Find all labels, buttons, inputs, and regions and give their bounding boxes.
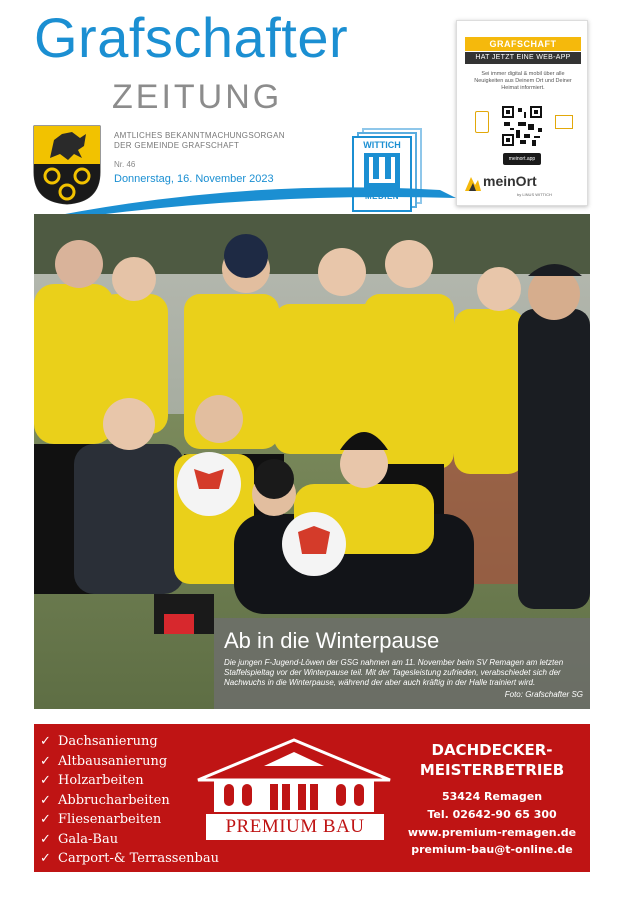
premium-email-link[interactable]: premium-bau@t-online.de <box>411 843 573 856</box>
cover-caption-text: Die jungen F-Jugend-Löwen der GSG nahmen am 11. November beim SV Remagen am letzten Staffelspieltag vor der Winterpause teil. Mit der Tagesleistung zufrieden, verabschiedet sich der Nachwuchs in die Winterpause, während der aber auch kräftig in der Halle trainiert wird. <box>224 658 564 687</box>
webapp-ad-banner: GRAFSCHAFT <box>465 37 581 51</box>
issue-number: Nr. 46 <box>114 160 136 169</box>
service-item <box>40 791 219 811</box>
check-icon: ✓ <box>40 773 51 788</box>
premium-bau-brand: PREMIUM BAU <box>206 814 384 840</box>
premium-address: 53424 Remagen <box>441 790 543 803</box>
check-icon: ✓ <box>40 812 51 827</box>
meinort-by-line: by LINUS WITTICH <box>517 192 552 197</box>
service-item <box>40 771 219 791</box>
webapp-ad[interactable] <box>456 20 588 206</box>
organ-line-1: AMTLICHES BEKANNTMACHUNGSORGAN <box>114 131 285 140</box>
service-item <box>40 810 219 830</box>
cover-headline: Ab in die Winterpause <box>224 628 440 653</box>
service-label: Fliesenarbeiten <box>58 812 162 827</box>
service-label: Carport-& Terrassenbau <box>58 851 219 866</box>
official-organ-label <box>114 131 285 151</box>
service-label: Abbrucharbeiten <box>58 792 170 808</box>
photo-credit: Foto: Grafschafter SG <box>504 690 583 699</box>
service-item <box>40 830 219 850</box>
meinort-logo-icon <box>465 173 481 191</box>
service-label: Holzarbeiten <box>58 773 144 788</box>
laptop-icon <box>555 115 573 129</box>
phone-icon <box>475 111 489 133</box>
premium-contact <box>404 740 580 858</box>
check-icon: ✓ <box>40 851 51 866</box>
premium-bau-ad[interactable] <box>34 724 590 872</box>
webapp-ad-subline: HAT JETZT EINE WEB-APP <box>465 52 581 64</box>
issue-date: Donnerstag, 16. November 2023 <box>114 173 274 185</box>
organ-line-2: DER GEMEINDE GRAFSCHAFT <box>114 141 240 150</box>
publisher-name-top: WITTICH <box>363 140 401 150</box>
service-item <box>40 849 219 869</box>
service-label: Gala-Bau <box>58 831 119 847</box>
check-icon: ✓ <box>40 792 51 808</box>
service-item <box>40 732 219 752</box>
newspaper-title: Grafschafter <box>34 6 349 69</box>
services-list <box>40 732 219 869</box>
service-label: Altbausanierung <box>58 753 168 769</box>
check-icon: ✓ <box>40 734 51 749</box>
qr-code-icon[interactable] <box>500 104 544 148</box>
service-item <box>40 752 219 772</box>
newspaper-subtitle: ZEITUNG <box>112 78 283 116</box>
premium-phone[interactable]: Tel. 02642-90 65 300 <box>427 808 557 821</box>
premium-headline-2: MEISTERBETRIEB <box>419 761 565 779</box>
premium-headline-1: DACHDECKER- <box>431 741 553 759</box>
service-label: Dachsanierung <box>58 734 158 749</box>
webapp-ad-text: Sei immer digital & mobil über alle Neuigkeiten aus Deinem Ort und Deiner Heimat informiert. <box>474 71 572 91</box>
webapp-store-badge[interactable]: meinort.app <box>503 153 541 165</box>
check-icon: ✓ <box>40 753 51 769</box>
premium-website-link[interactable]: www.premium-remagen.de <box>407 826 577 839</box>
meinort-logo-text: meinOrt <box>483 173 537 189</box>
check-icon: ✓ <box>40 831 51 847</box>
